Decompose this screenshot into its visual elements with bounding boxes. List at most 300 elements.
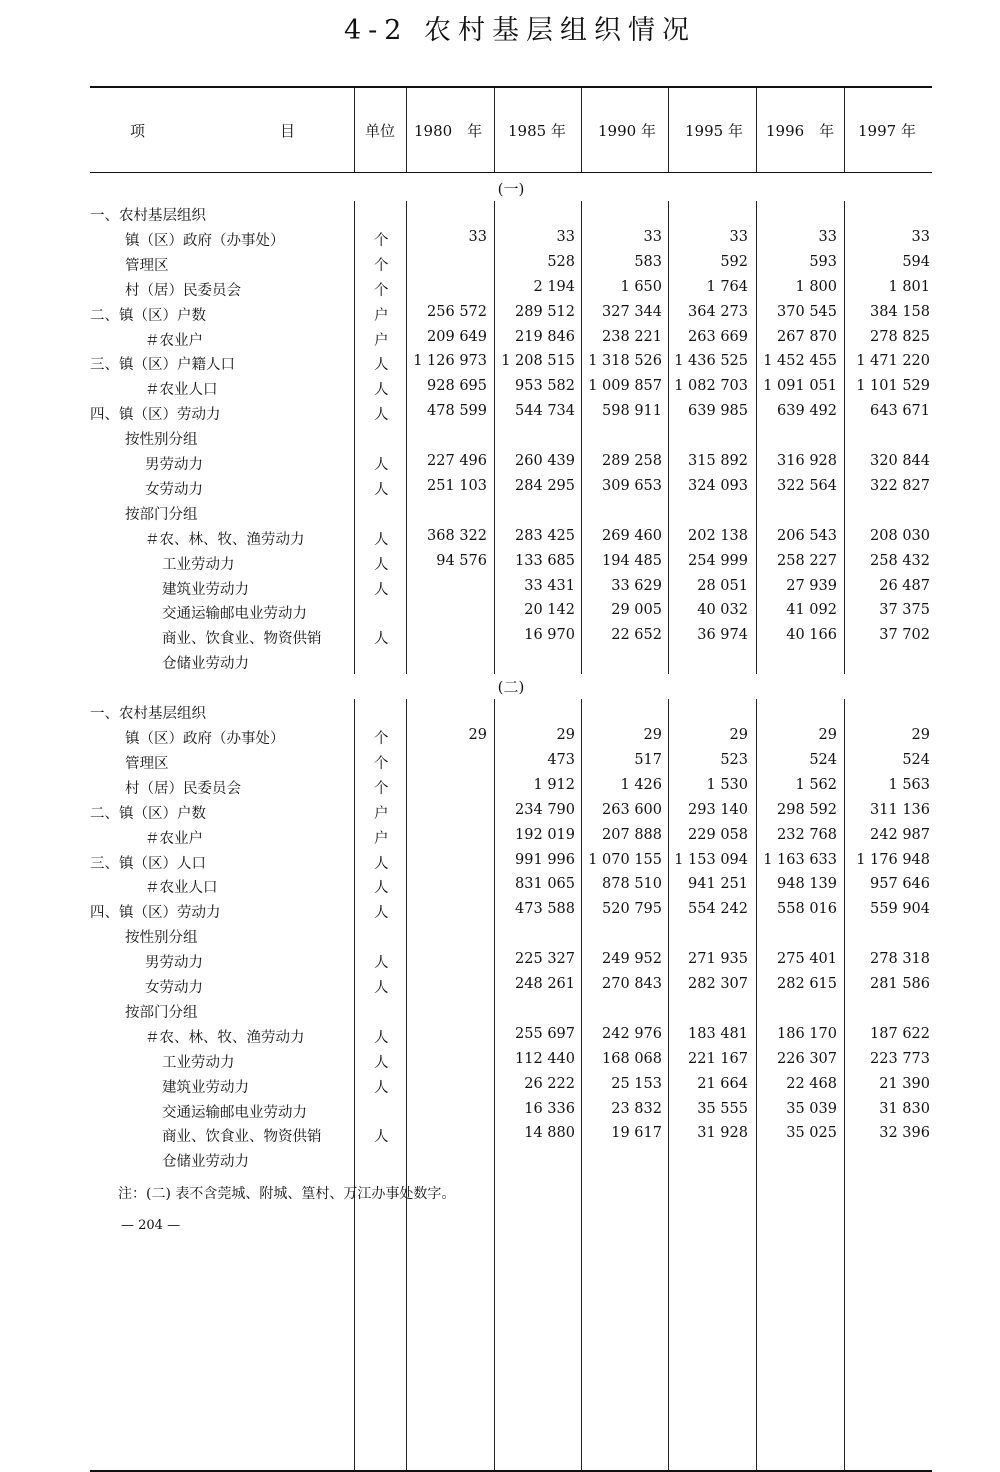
row-value: 1 562: [795, 776, 837, 793]
row-value: 554 242: [688, 901, 748, 918]
row-value: 192 019: [515, 826, 575, 843]
row-value: 309 653: [602, 477, 662, 494]
table-row: [90, 425, 932, 450]
row-unit: 个: [374, 755, 389, 772]
row-label: 男劳动力: [145, 955, 203, 972]
row-label: ＃农业户: [145, 332, 203, 349]
header-bottom-rule: [90, 172, 932, 173]
header-year-1985: 1985 年: [508, 122, 566, 140]
column-rule: [581, 699, 582, 1470]
header-item: 项 目: [130, 122, 296, 140]
row-label: 交通运输邮电业劳动力: [162, 1104, 307, 1121]
row-unit: 人: [374, 855, 389, 872]
row-value: 221 167: [688, 1050, 748, 1067]
row-unit: 户: [374, 307, 389, 324]
row-value: 20 142: [524, 602, 575, 619]
table-note: 注：(二) 表不含莞城、附城、篁村、万江办事处数字。: [118, 1186, 456, 1202]
row-value: 256 572: [427, 303, 487, 320]
column-rule: [668, 699, 669, 1470]
row-value: 227 496: [427, 453, 487, 469]
header-year-1980: 1980 年: [414, 122, 483, 140]
row-label: 建筑业劳动力: [162, 581, 249, 598]
row-value: 23 832: [611, 1100, 662, 1117]
table-row: [90, 475, 932, 500]
row-value: 21 390: [879, 1075, 930, 1092]
row-value: 639 985: [688, 403, 748, 420]
row-value: 255 697: [515, 1025, 575, 1042]
row-label: 按部门分组: [125, 1004, 198, 1021]
row-value: 1 764: [706, 278, 748, 295]
row-value: 311 136: [870, 801, 930, 818]
row-label: 按部门分组: [125, 506, 198, 523]
table-row: [90, 898, 932, 923]
row-value: 238 221: [602, 328, 662, 345]
row-value: 29: [643, 727, 662, 743]
row-label: ＃农、林、牧、渔劳动力: [145, 1029, 305, 1046]
row-value: 289 258: [602, 453, 662, 469]
row-unit: 户: [374, 805, 389, 822]
row-unit: 人: [374, 357, 389, 374]
row-value: 33: [729, 228, 748, 245]
row-value: 1 101 529: [856, 378, 930, 395]
row-value: 322 564: [777, 477, 837, 494]
row-value: 186 170: [777, 1025, 837, 1042]
row-value: 517: [634, 751, 662, 768]
row-value: 14 880: [524, 1125, 575, 1142]
row-value: 249 952: [602, 951, 662, 968]
row-value: 594: [902, 253, 930, 270]
table-row: [90, 973, 932, 998]
table-row: [90, 873, 932, 898]
row-label: ＃农业人口: [145, 382, 218, 399]
table-row: [90, 599, 932, 624]
row-value: 26 222: [524, 1075, 575, 1092]
table-row: [90, 699, 932, 724]
row-value: 22 468: [786, 1075, 837, 1092]
row-value: 29: [556, 727, 575, 743]
row-value: 1 176 948: [856, 851, 930, 868]
row-value: 270 843: [602, 976, 662, 992]
row-value: 953 582: [515, 378, 575, 395]
row-value: 315 892: [688, 453, 748, 469]
row-value: 298 592: [777, 801, 837, 818]
table-row: [90, 624, 932, 649]
row-value: 226 307: [777, 1050, 837, 1067]
row-value: 1 426: [620, 776, 662, 793]
section-label: (一): [497, 180, 525, 198]
header-unit: 单位: [365, 122, 396, 140]
row-value: 202 138: [688, 527, 748, 544]
row-value: 324 093: [688, 477, 748, 494]
row-unit: 人: [374, 631, 389, 648]
column-rule: [494, 699, 495, 1470]
table-row: [90, 649, 932, 674]
table-row: [90, 1023, 932, 1048]
row-value: 29: [911, 727, 930, 743]
row-value: 275 401: [777, 951, 837, 968]
table-row: [90, 525, 932, 550]
row-value: 33 629: [611, 577, 662, 594]
row-value: 592: [720, 253, 748, 270]
row-value: 271 935: [688, 951, 748, 968]
row-value: 282 307: [688, 976, 748, 992]
row-value: 558 016: [777, 901, 837, 918]
column-rule: [494, 88, 495, 172]
row-value: 263 600: [602, 801, 662, 818]
row-value: 320 844: [870, 453, 930, 469]
row-value: 1 318 526: [588, 353, 662, 370]
row-unit: 户: [374, 830, 389, 847]
table-row: [90, 301, 932, 326]
row-value: 520 795: [602, 901, 662, 918]
row-value: 29 005: [611, 602, 662, 619]
row-value: 293 140: [688, 801, 748, 818]
row-value: 327 344: [602, 303, 662, 320]
column-rule: [756, 699, 757, 1470]
row-value: 831 065: [515, 876, 575, 893]
row-label: 管理区: [125, 257, 169, 274]
table-row: [90, 1048, 932, 1073]
row-label: 工业劳动力: [162, 1054, 235, 1071]
header-year-1997: 1997 年: [858, 122, 916, 140]
row-value: 1 452 455: [763, 353, 837, 370]
row-value: 1 009 857: [588, 378, 662, 395]
row-unit: 人: [374, 1129, 389, 1146]
row-value: 370 545: [777, 303, 837, 320]
row-value: 878 510: [602, 876, 662, 893]
row-value: 928 695: [427, 378, 487, 395]
row-value: 242 987: [870, 826, 930, 843]
row-value: 229 058: [688, 826, 748, 843]
table-top-rule: [90, 86, 932, 88]
row-value: 639 492: [777, 403, 837, 420]
row-value: 1 163 633: [763, 851, 837, 868]
row-value: 267 870: [777, 328, 837, 345]
row-label: 商业、饮食业、物资供销: [162, 631, 322, 648]
row-unit: 户: [374, 332, 389, 349]
row-value: 31 928: [697, 1125, 748, 1142]
row-value: 1 801: [888, 278, 930, 295]
row-value: 194 485: [602, 552, 662, 569]
row-unit: 个: [374, 282, 389, 299]
row-value: 289 512: [515, 303, 575, 320]
row-value: 593: [809, 253, 837, 270]
column-rule: [406, 201, 407, 674]
row-label: 工业劳动力: [162, 556, 235, 573]
row-value: 368 322: [427, 527, 487, 544]
row-value: 27 939: [786, 577, 837, 594]
row-label: 管理区: [125, 755, 169, 772]
row-value: 16 970: [524, 627, 575, 644]
row-label: 三、镇（区）户籍人口: [90, 357, 235, 374]
row-value: 1 436 525: [674, 353, 748, 370]
row-label: 按性别分组: [125, 930, 198, 947]
row-value: 254 999: [688, 552, 748, 569]
table-row: [90, 326, 932, 351]
row-value: 1 082 703: [674, 378, 748, 395]
row-unit: 人: [374, 556, 389, 573]
row-value: 524: [902, 751, 930, 768]
row-value: 40 032: [697, 602, 748, 619]
row-value: 258 432: [870, 552, 930, 569]
table-row: [90, 824, 932, 849]
row-value: 209 649: [427, 328, 487, 345]
row-unit: 个: [374, 232, 389, 249]
table-row: [90, 948, 932, 973]
row-unit: 人: [374, 1079, 389, 1096]
row-value: 1 070 155: [588, 851, 662, 868]
row-value: 133 685: [515, 552, 575, 569]
row-value: 263 669: [688, 328, 748, 345]
table-row: [90, 1147, 932, 1172]
table-row: [90, 799, 932, 824]
row-unit: 人: [374, 1029, 389, 1046]
row-value: 112 440: [515, 1050, 575, 1067]
row-value: 33: [643, 228, 662, 245]
column-rule: [844, 201, 845, 674]
row-value: 478 599: [427, 403, 487, 420]
row-unit: 人: [374, 457, 389, 473]
table-row: [90, 1098, 932, 1123]
row-value: 1 091 051: [763, 378, 837, 395]
column-rule: [406, 699, 407, 1470]
row-value: 473: [547, 751, 575, 768]
row-value: 28 051: [697, 577, 748, 594]
row-label: 仓储业劳动力: [162, 1154, 249, 1171]
row-label: 一、农村基层组织: [90, 706, 206, 723]
row-value: 234 790: [515, 801, 575, 818]
row-label: ＃农业户: [145, 830, 203, 847]
row-unit: 人: [374, 955, 389, 972]
row-label: 村（居）民委员会: [125, 780, 241, 797]
row-value: 1 530: [706, 776, 748, 793]
row-value: 281 586: [870, 976, 930, 992]
column-rule: [844, 88, 845, 172]
row-value: 251 103: [427, 477, 487, 494]
row-label: ＃农、林、牧、渔劳动力: [145, 531, 305, 548]
row-label: ＃农业人口: [145, 880, 218, 897]
row-value: 278 825: [870, 328, 930, 345]
row-label: 二、镇（区）户数: [90, 307, 206, 324]
row-unit: 个: [374, 257, 389, 274]
row-value: 33: [468, 228, 487, 245]
row-label: 村（居）民委员会: [125, 282, 241, 299]
row-value: 957 646: [870, 876, 930, 893]
table-row: [90, 276, 932, 301]
row-value: 583: [634, 253, 662, 270]
row-value: 523: [720, 751, 748, 768]
column-rule: [668, 88, 669, 172]
row-value: 16 336: [524, 1100, 575, 1117]
row-value: 183 481: [688, 1025, 748, 1042]
table-row: [90, 400, 932, 425]
row-unit: 个: [374, 731, 389, 747]
row-label: 镇（区）政府（办事处）: [125, 731, 285, 747]
row-value: 29: [468, 727, 487, 743]
row-label: 二、镇（区）户数: [90, 805, 206, 822]
row-label: 商业、饮食业、物资供销: [162, 1129, 322, 1146]
column-rule: [668, 201, 669, 674]
row-unit: 人: [374, 980, 389, 996]
row-value: 232 768: [777, 826, 837, 843]
column-rule: [756, 88, 757, 172]
row-value: 40 166: [786, 627, 837, 644]
row-label: 建筑业劳动力: [162, 1079, 249, 1096]
row-value: 207 888: [602, 826, 662, 843]
column-rule: [354, 201, 355, 674]
column-rule: [406, 88, 407, 172]
row-value: 22 652: [611, 627, 662, 644]
row-value: 25 153: [611, 1075, 662, 1092]
row-value: 316 928: [777, 453, 837, 469]
row-label: 四、镇（区）劳动力: [90, 407, 221, 424]
row-value: 248 261: [515, 976, 575, 992]
table-row: [90, 350, 932, 375]
row-value: 278 318: [870, 951, 930, 968]
row-value: 35 039: [786, 1100, 837, 1117]
page-title: 4-2 农村基层组织情况: [343, 15, 697, 46]
row-value: 283 425: [515, 527, 575, 544]
row-value: 1 563: [888, 776, 930, 793]
row-value: 223 773: [870, 1050, 930, 1067]
row-value: 1 208 515: [501, 353, 575, 370]
row-value: 32 396: [879, 1125, 930, 1142]
row-label: 三、镇（区）人口: [90, 855, 206, 872]
table-row: [90, 500, 932, 525]
row-label: 男劳动力: [145, 457, 203, 473]
row-unit: 个: [374, 780, 389, 797]
row-value: 33: [556, 228, 575, 245]
row-unit: 人: [374, 905, 389, 922]
table-row: [90, 1122, 932, 1147]
row-value: 33: [818, 228, 837, 245]
header-year-1990: 1990 年: [598, 122, 656, 140]
table-row: [90, 749, 932, 774]
row-value: 991 996: [515, 851, 575, 868]
column-rule: [354, 699, 355, 1470]
header-year-1995: 1995 年: [685, 122, 743, 140]
row-value: 37 702: [879, 627, 930, 644]
table-row: [90, 724, 932, 749]
row-value: 219 846: [515, 328, 575, 345]
row-value: 269 460: [602, 527, 662, 544]
row-value: 559 904: [870, 901, 930, 918]
row-value: 1 153 094: [674, 851, 748, 868]
row-unit: 人: [374, 531, 389, 548]
row-label: 一、农村基层组织: [90, 208, 206, 224]
row-value: 941 251: [688, 876, 748, 893]
table-row: [90, 849, 932, 874]
row-value: 26 487: [879, 577, 930, 594]
column-rule: [354, 88, 355, 172]
row-value: 33 431: [524, 577, 575, 594]
row-label: 交通运输邮电业劳动力: [162, 606, 307, 623]
row-value: 225 327: [515, 951, 575, 968]
column-rule: [494, 201, 495, 674]
table-row: [90, 550, 932, 575]
row-value: 2 194: [533, 278, 575, 295]
row-label: 按性别分组: [125, 432, 198, 449]
table-row: [90, 1073, 932, 1098]
row-value: 37 375: [879, 602, 930, 619]
row-value: 21 664: [697, 1075, 748, 1092]
row-value: 35 025: [786, 1125, 837, 1142]
row-value: 282 615: [777, 976, 837, 992]
table-row: [90, 251, 932, 276]
table-row: [90, 998, 932, 1023]
row-value: 35 555: [697, 1100, 748, 1117]
row-value: 41 092: [786, 602, 837, 619]
row-value: 643 671: [870, 403, 930, 420]
table-row: [90, 923, 932, 948]
row-value: 598 911: [602, 403, 662, 420]
row-value: 528: [547, 253, 575, 270]
row-value: 206 543: [777, 527, 837, 544]
section-label: (二): [497, 678, 525, 697]
table-row: [90, 201, 932, 226]
page-number: — 204 —: [121, 1218, 181, 1233]
column-rule: [844, 699, 845, 1470]
row-value: 364 273: [688, 303, 748, 320]
row-value: 1 126 973: [413, 353, 487, 370]
row-value: 322 827: [870, 477, 930, 494]
row-value: 948 139: [777, 876, 837, 893]
row-value: 94 576: [436, 552, 487, 569]
row-value: 29: [818, 727, 837, 743]
row-value: 19 617: [611, 1125, 662, 1142]
column-rule: [581, 88, 582, 172]
column-rule: [581, 201, 582, 674]
table-row: [90, 226, 932, 251]
table-row: [90, 375, 932, 400]
row-label: 四、镇（区）劳动力: [90, 905, 221, 922]
row-value: 187 622: [870, 1025, 930, 1042]
row-value: 544 734: [515, 403, 575, 420]
row-value: 33: [911, 228, 930, 245]
row-value: 31 830: [879, 1100, 930, 1117]
row-value: 260 439: [515, 453, 575, 469]
row-unit: 人: [374, 481, 389, 498]
row-unit: 人: [374, 880, 389, 897]
row-label: 镇（区）政府（办事处）: [125, 232, 285, 249]
row-value: 1 912: [533, 776, 575, 793]
row-unit: 人: [374, 1054, 389, 1071]
row-value: 1 471 220: [856, 353, 930, 370]
row-value: 1 800: [795, 278, 837, 295]
header-year-1996: 1996 年: [766, 122, 835, 140]
row-value: 208 030: [870, 527, 930, 544]
row-unit: 人: [374, 581, 389, 598]
row-value: 29: [729, 727, 748, 743]
row-value: 1 650: [620, 278, 662, 295]
table-row: [90, 575, 932, 600]
row-value: 284 295: [515, 477, 575, 494]
row-value: 524: [809, 751, 837, 768]
row-value: 473 588: [515, 901, 575, 918]
table-row: [90, 450, 932, 475]
row-value: 168 068: [602, 1050, 662, 1067]
row-value: 258 227: [777, 552, 837, 569]
row-value: 36 974: [697, 627, 748, 644]
column-rule: [756, 201, 757, 674]
row-label: 女劳动力: [145, 481, 203, 498]
row-unit: 人: [374, 382, 389, 399]
row-value: 242 976: [602, 1025, 662, 1042]
row-label: 女劳动力: [145, 980, 203, 996]
table-row: [90, 774, 932, 799]
row-unit: 人: [374, 407, 389, 424]
row-label: 仓储业劳动力: [162, 656, 249, 673]
